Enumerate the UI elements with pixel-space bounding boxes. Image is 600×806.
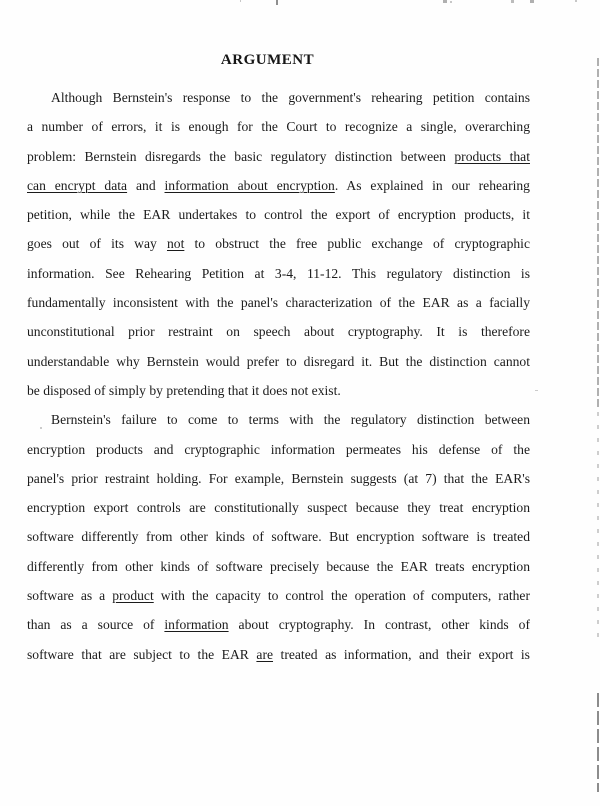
text-line — [27, 522, 530, 551]
text-line — [27, 347, 530, 376]
argument-section — [27, 50, 530, 669]
text-segment: with the capacity to control the operation of computers, rather — [153, 588, 530, 604]
text-line — [27, 171, 530, 200]
text-segment: unconstitutional prior restraint on speech about cryptography. It is therefore — [27, 324, 530, 340]
text-line — [27, 112, 530, 141]
text-line — [27, 200, 530, 229]
text-line — [27, 640, 530, 669]
text-segment: differently from other kinds of software precisely because the EAR treats encryption — [27, 558, 530, 574]
underlined-text: not — [166, 236, 185, 252]
scan-artifact-edge-line — [597, 412, 599, 637]
text-line — [27, 288, 530, 317]
text-segment: petition, while the EAR undertakes to control the export of encryption products, it — [27, 207, 530, 223]
underlined-text: information about encryption — [164, 177, 335, 193]
text-line — [27, 552, 530, 581]
section-heading: ARGUMENT — [220, 52, 315, 68]
text-segment: be disposed of simply by pretending that it does not exist. — [27, 382, 341, 398]
text-segment: software differently from other kinds of software. But encryption software is treated — [27, 529, 530, 545]
text-segment: a number of errors, it is enough for the Court to recognize a single, overarching — [27, 119, 530, 135]
text-line — [27, 83, 530, 112]
text-line — [27, 610, 530, 639]
text-line — [27, 317, 530, 346]
text-line — [27, 405, 530, 434]
text-segment: information. See Rehearing Petition at 3-4, 11-12. This regulatory distinction is — [27, 265, 530, 281]
underlined-text: information — [164, 617, 229, 633]
text-line — [27, 142, 530, 171]
underlined-text: can encrypt data — [27, 177, 128, 193]
text-segment: and — [127, 177, 165, 193]
text-segment: about cryptography. In contrast, other kinds of — [228, 617, 530, 633]
scan-artifact-edge-line — [597, 693, 599, 792]
text-segment: than as a source of — [27, 617, 165, 633]
text-line — [27, 229, 530, 258]
text-line — [27, 464, 530, 493]
text-segment: Although Bernstein's response to the government's rehearing petition contains — [51, 90, 530, 105]
underlined-text: products that — [454, 148, 530, 164]
text-segment: to obstruct the free public exchange of cryptographic — [184, 236, 530, 252]
text-segment: goes out of its way — [27, 236, 167, 252]
text-line — [27, 376, 530, 405]
text-segment: . As explained in our rehearing — [334, 177, 530, 193]
text-line — [27, 493, 530, 522]
text-segment: software as a — [27, 588, 113, 604]
scan-artifact-speck — [240, 0, 241, 2]
scan-artifact-speck — [511, 0, 514, 3]
text-segment: understandable why Bernstein would prefer to disregard it. But the distinction cannot — [27, 353, 530, 369]
text-segment: treated as information, and their export is — [273, 646, 530, 662]
text-segment: Bernstein's failure to come to terms with the regulatory distinction between — [51, 412, 530, 428]
underlined-text: are — [256, 646, 274, 662]
text-segment: encryption export controls are constitutionally suspect because they treat encryption — [27, 500, 530, 516]
text-line — [27, 259, 530, 288]
text-segment: fundamentally inconsistent with the panel's characterization of the EAR as a facially — [27, 295, 530, 311]
scan-artifact-speck — [535, 390, 538, 391]
text-segment: panel's prior restraint holding. For example, Bernstein suggests (at 7) that the EAR's — [27, 470, 530, 486]
scan-artifact-speck — [450, 1, 452, 3]
text-segment: problem: Bernstein disregards the basic regulatory distinction between — [27, 148, 455, 164]
underlined-text: product — [112, 588, 154, 604]
scan-artifact-speck — [443, 0, 447, 3]
text-segment: encryption products and cryptographic information permeates his defense of the — [27, 441, 530, 457]
text-segment: software that are subject to the EAR — [27, 646, 257, 662]
scan-artifact-speck — [276, 0, 278, 5]
text-line — [27, 435, 530, 464]
scan-artifact-edge-line — [597, 58, 599, 410]
scan-artifact-speck — [575, 0, 577, 2]
text-line — [27, 581, 530, 610]
body-text — [27, 83, 530, 669]
scan-artifact-speck — [530, 0, 534, 3]
